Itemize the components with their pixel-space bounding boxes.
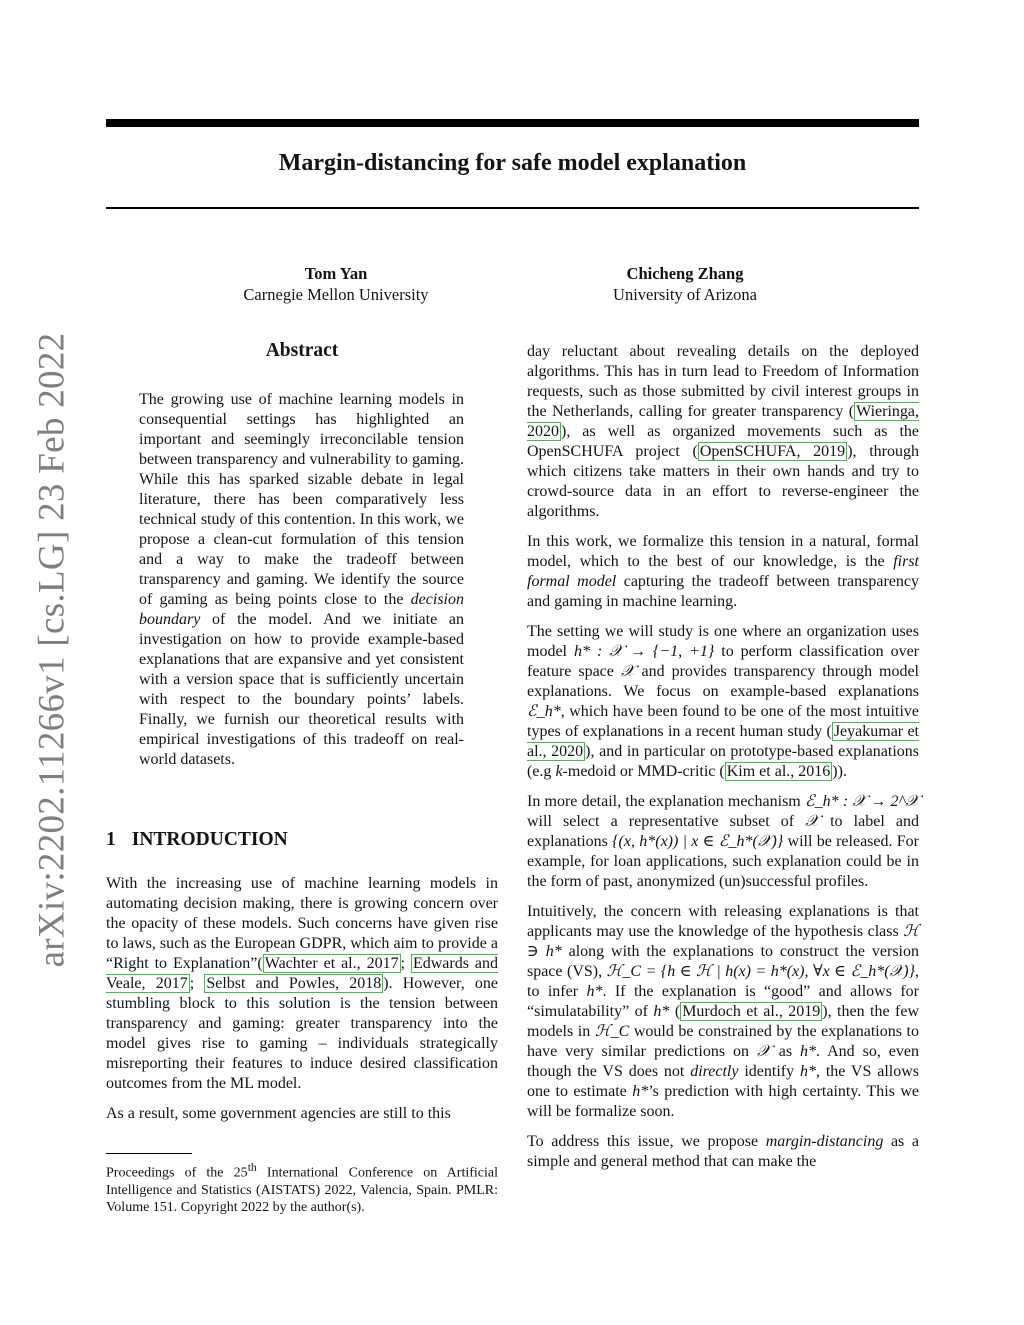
author-block bbox=[555, 263, 815, 305]
paragraph: The setting we will study is one where an organization uses model h* : 𝒳 → {−1, +1} to perform classification over feature space 𝒳 and provides transparency through model explanations. We focus on example-based explanations ℰ_h*, which have been found to be one of the most intuitive types of explanations in a recent human study ( Jeyakumar et al., 2020 ), and in particular on prototype-based explanations (e.g k-medoid or MMD-critic ( Kim et al., 2016 )). bbox=[527, 623, 920, 780]
citation-link[interactable]: Wachter et al., 2017 bbox=[264, 955, 399, 972]
citation-link[interactable]: OpenSCHUFA, 2019 bbox=[699, 443, 846, 460]
author-affiliation: Carnegie Mellon University bbox=[243, 285, 429, 304]
citation-link[interactable]: Wieringa, 2020 bbox=[527, 403, 919, 440]
paragraph: Intuitively, the concern with releasing explanations is that applicants may use the knowledge of the hypothesis class ℋ ∋ h* along with the explanations to construct the version space (VS), ℋ_C = {h ∈ ℋ | h(x) = h*(x), ∀x ∈ ℰ_h*(𝒳)}, to infer h*. If the explanation is “good” and allows for “simulatability” of h* ( Murdoch et al., 2019 ), then the few models in ℋ_C would be constrained by the explanations to have very similar predictions on 𝒳 as h*. And so, even though the VS does not directly identify h*, the VS allows one to estimate h*’s prediction with high certainty. This we will be formalize soon. bbox=[527, 903, 920, 1120]
section-heading: 1 INTRODUCTION bbox=[106, 829, 288, 850]
left-column bbox=[106, 874, 498, 1134]
paragraph: day reluctant about revealing details on the deployed algorithms. This has in turn lead to Freedom of Information requests, such as those submitted by civil interest groups in the Netherlands, calling for greater transparency ( Wieringa, 2020 ), as well as organized movements such as the OpenSCHUFA project ( OpenSCHUFA, 2019 ), through which citizens take matters in their own hands and try to crowd-source data in an effort to reverse-engineer the algorithms. bbox=[527, 343, 919, 520]
paragraph: In more detail, the explanation mechanism ℰ_h* : 𝒳 → 2^𝒳 will select a representative subset of 𝒳 to label and explanations {(x, h*(x)) | x ∈ ℰ_h*(𝒳)} will be released. For example, for loan applications, such explanation could be in the form of past, anonymized (un)successful profiles. bbox=[527, 793, 920, 890]
title-rule bbox=[106, 207, 919, 209]
abstract-body: The growing use of machine learning models in consequential settings has highlighted an important and seemingly irreconcilable tension between transparency and vulnerability to gaming. While this has sparked sizable debate in legal literature, there has been comparatively less technical study of this contention. In this work, we propose a clean-cut formulation of this tension and a way to make the tradeoff between transparency and gaming. We identify the source of gaming as being points close to the decision boundary of the model. And we initiate an investigation on how to provide example-based explanations that are expansive and yet consistent with a version space that is sufficiently uncertain with respect to the boundary points’ labels. Finally, we furnish our theoretical results with empirical investigations of this tradeoff on real-world datasets. bbox=[139, 391, 464, 768]
author-affiliation: University of Arizona bbox=[613, 285, 757, 304]
paragraph: In this work, we formalize this tension in a natural, formal model, which to the best of our knowledge, is the first formal model capturing the tradeoff between transparency and gaming in machine learning. bbox=[527, 533, 919, 610]
footnote-rule bbox=[106, 1153, 192, 1154]
paragraph: With the increasing use of machine learning models in automating decision making, there is growing concern over the opacity of these models. Such concerns have given rise to laws, such as the European GDPR, which aim to provide a “Right to Explanation”( Wachter et al., 2017 ; Edwards and Veale, 2017 ; Selbst and Powles, 2018 ). However, one stumbling block to this solution is the tension between transparency and gaming: greater transparency into the model gives rise to gaming – individuals strategically misreporting their features to induce desired classification outcomes from the ML model. bbox=[106, 875, 499, 1092]
right-column bbox=[527, 342, 919, 1182]
author-block bbox=[206, 263, 466, 305]
paragraph: As a result, some government agencies are still to this bbox=[106, 1105, 451, 1122]
top-rule bbox=[106, 119, 919, 127]
footnote: Proceedings of the 25th International Conference on Artificial Intelligence and Statistics (AISTATS) 2022, Valencia, Spain. PMLR: Volume 151. Copyright 2022 by the author(s). bbox=[106, 1161, 498, 1215]
author-name: Tom Yan bbox=[304, 264, 368, 283]
citation-link[interactable]: Kim et al., 2016 bbox=[726, 763, 831, 780]
citation-link[interactable]: Edwards and Veale, 2017 bbox=[106, 955, 498, 992]
abstract-heading: Abstract bbox=[265, 340, 339, 361]
citation-link[interactable]: Jeyakumar et al., 2020 bbox=[527, 723, 919, 760]
author-name: Chicheng Zhang bbox=[626, 264, 744, 283]
citation-link[interactable]: Selbst and Powles, 2018 bbox=[206, 975, 382, 992]
citation-link[interactable]: Murdoch et al., 2019 bbox=[682, 1003, 821, 1020]
arxiv-stamp: arXiv:2202.11266v1 [cs.LG] 23 Feb 2022 bbox=[31, 332, 73, 968]
paragraph: To address this issue, we propose margin-distancing as a simple and general method that can make the bbox=[527, 1133, 919, 1170]
paper-title: Margin-distancing for safe model explanation bbox=[278, 150, 747, 176]
